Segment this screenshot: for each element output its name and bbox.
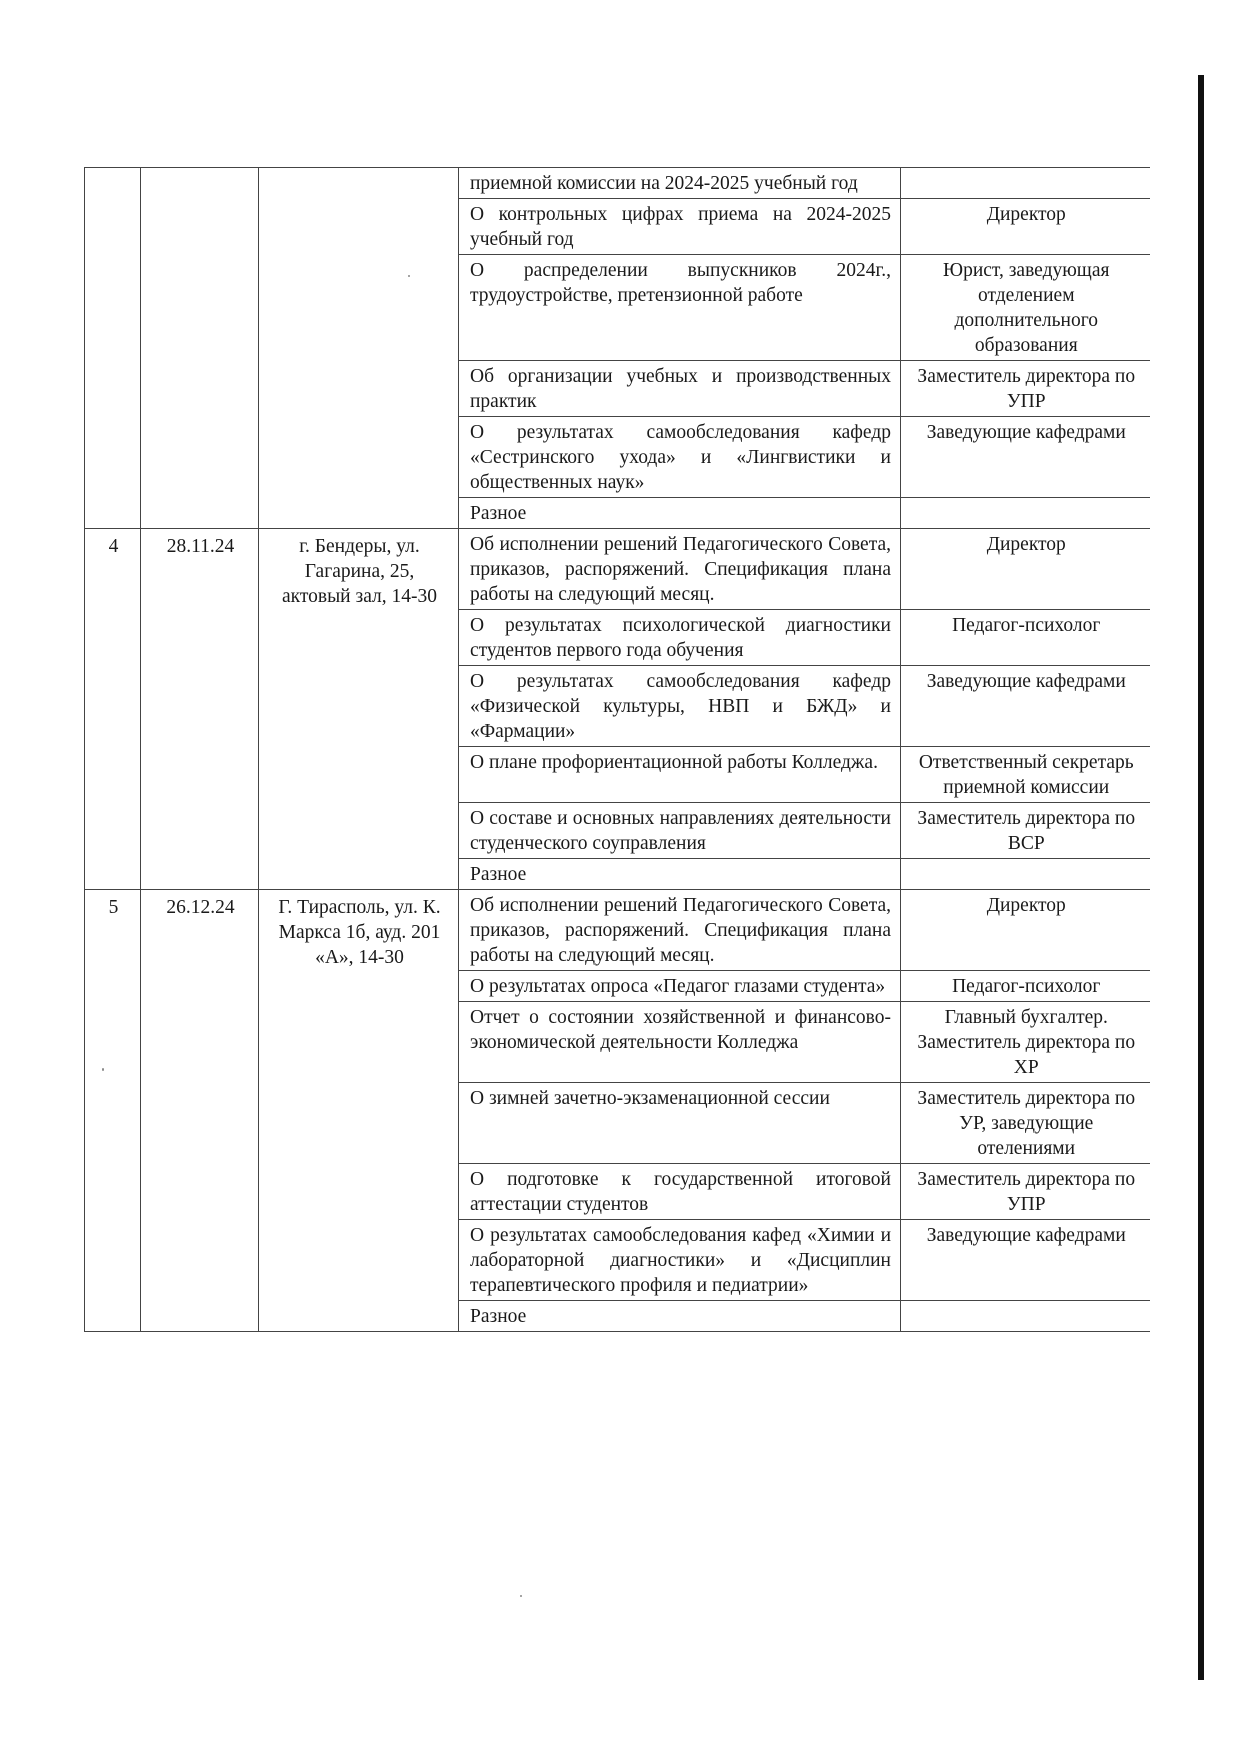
agenda-topic: приемной комиссии на 2024-2025 учебный год <box>459 168 901 199</box>
responsible-person: Ответственный секретарь приемной комиссии <box>901 747 1150 803</box>
agenda-topic: Об организации учебных и производственных практик <box>459 361 901 417</box>
agenda-topic: О подготовке к государственной итоговой аттестации студентов <box>459 1164 901 1220</box>
responsible-person <box>901 498 1150 529</box>
responsible-person: Заместитель директора по ВСР <box>901 803 1150 859</box>
responsible-person <box>901 1301 1150 1332</box>
responsible-person: Заместитель директора по УПР <box>901 1164 1150 1220</box>
agenda-topic: О распределении выпускников 2024г., трудоустройстве, претензионной работе <box>459 255 901 361</box>
meeting-date: 26.12.24 <box>141 890 259 1332</box>
meetings-table <box>84 167 1150 1332</box>
responsible-person: Юрист, заведующая отделением дополнительного образования <box>901 255 1150 361</box>
agenda-topic: Об исполнении решений Педагогического Совета, приказов, распоряжений. Спецификация плана работы на следующий месяц. <box>459 529 901 610</box>
responsible-person <box>901 168 1150 199</box>
meeting-place: г. Бендеры, ул. Гагарина, 25, актовый зал, 14-30 <box>259 529 459 890</box>
meeting-date: 28.11.24 <box>141 529 259 890</box>
agenda-topic: О контрольных цифрах приема на 2024-2025 учебный год <box>459 199 901 255</box>
scan-speck <box>520 1595 522 1597</box>
agenda-topic: О результатах психологической диагностики студентов первого года обучения <box>459 610 901 666</box>
responsible-person: Заведующие кафедрами <box>901 1220 1150 1301</box>
responsible-person: Главный бухгалтер. Заместитель директора по ХР <box>901 1002 1150 1083</box>
agenda-topic: Отчет о состоянии хозяйственной и финансово-экономической деятельности Колледжа <box>459 1002 901 1083</box>
responsible-person: Директор <box>901 890 1150 971</box>
scan-edge <box>1198 75 1204 1680</box>
row-number: 4 <box>85 529 141 890</box>
row-number: 5 <box>85 890 141 1332</box>
table-row <box>85 168 1150 199</box>
responsible-person: Заведующие кафедрами <box>901 417 1150 498</box>
agenda-topic: О зимней зачетно-экзаменационной сессии <box>459 1083 901 1164</box>
agenda-topic: О результатах опроса «Педагог глазами студента» <box>459 971 901 1002</box>
responsible-person: Педагог-психолог <box>901 610 1150 666</box>
agenda-topic: Разное <box>459 1301 901 1332</box>
agenda-topic: Разное <box>459 859 901 890</box>
agenda-topic: Разное <box>459 498 901 529</box>
row-number <box>85 168 141 529</box>
agenda-topic: О результатах самообследования кафедр «Сестринского ухода» и «Лингвистики и общественных наук» <box>459 417 901 498</box>
meeting-place: Г. Тирасполь, ул. К. Маркса 1б, ауд. 201 «А», 14-30 <box>259 890 459 1332</box>
responsible-person <box>901 859 1150 890</box>
responsible-person: Директор <box>901 529 1150 610</box>
agenda-topic: О результатах самообследования кафед «Химии и лабораторной диагностики» и «Дисциплин терапевтического профиля и педиатрии» <box>459 1220 901 1301</box>
agenda-topic: Об исполнении решений Педагогического Совета, приказов, распоряжений. Спецификация плана работы на следующий месяц. <box>459 890 901 971</box>
meeting-place <box>259 168 459 529</box>
responsible-person: Заведующие кафедрами <box>901 666 1150 747</box>
responsible-person: Заместитель директора по УПР <box>901 361 1150 417</box>
responsible-person: Педагог-психолог <box>901 971 1150 1002</box>
table-row <box>85 890 1150 971</box>
responsible-person: Директор <box>901 199 1150 255</box>
meeting-date <box>141 168 259 529</box>
table-row <box>85 529 1150 610</box>
agenda-topic: О составе и основных направлениях деятельности студенческого соуправления <box>459 803 901 859</box>
agenda-topic: О плане профориентационной работы Колледжа. <box>459 747 901 803</box>
responsible-person: Заместитель директора по УР, заведующие отелениями <box>901 1083 1150 1164</box>
agenda-topic: О результатах самообследования кафедр «Физической культуры, НВП и БЖД» и «Фармации» <box>459 666 901 747</box>
